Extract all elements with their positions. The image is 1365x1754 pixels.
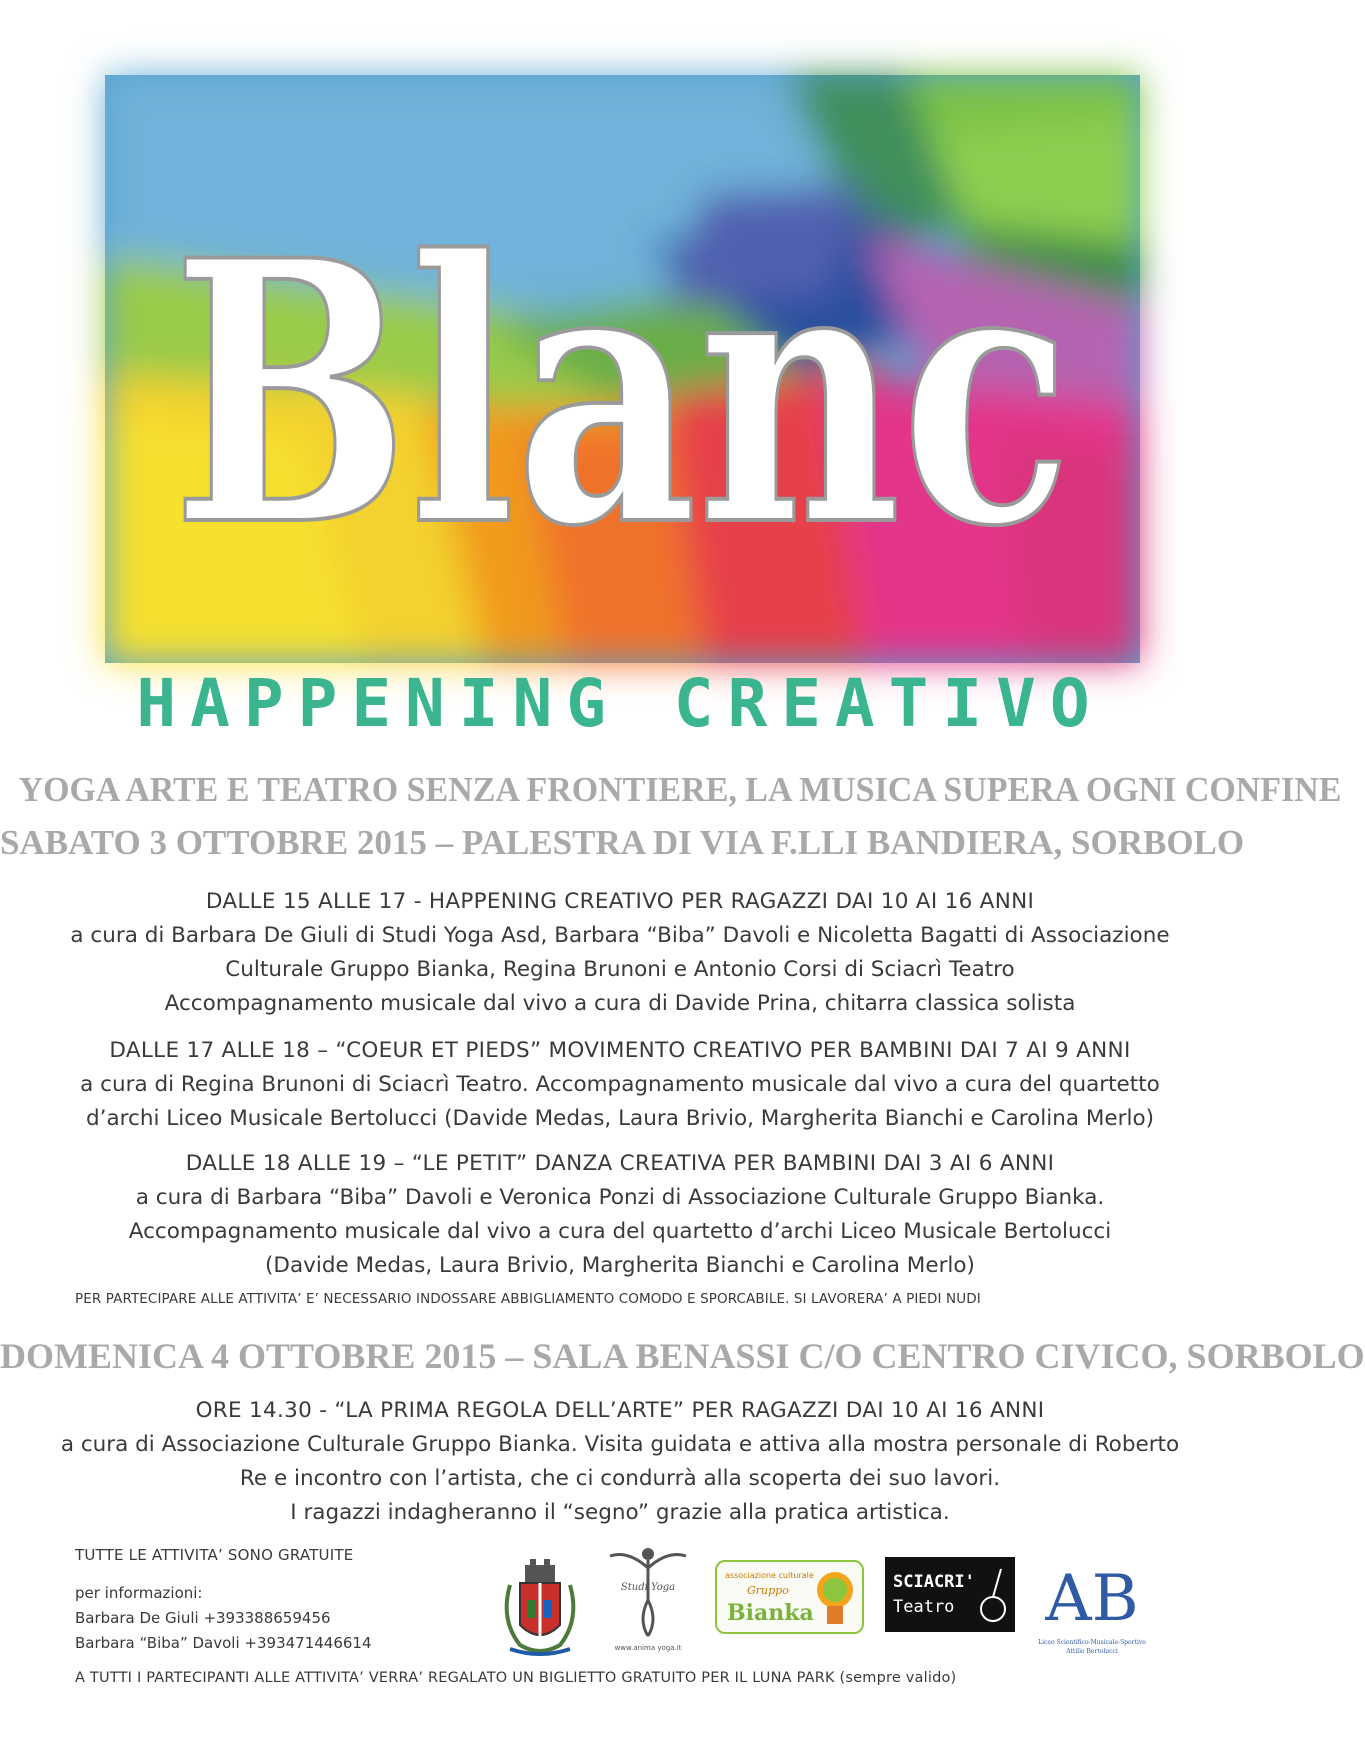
participation-note: PER PARTECIPARE ALLE ATTIVITA’ E’ NECESSARIO INDOSSARE ABBIGLIAMENTO COMODO E SPORCABILE. SI LAVORERA’ A PIEDI NUDI bbox=[75, 1291, 981, 1307]
activity-line: Culturale Gruppo Bianka, Regina Brunoni e Antonio Corsi di Sciacrì Teatro bbox=[225, 957, 1015, 982]
liceo-bertolucci-logo bbox=[1038, 1540, 1146, 1665]
activity-line: a cura di Associazione Culturale Gruppo Bianka. Visita guidata e attiva alla mostra personale di Roberto bbox=[60, 1432, 1180, 1457]
activity-line: d’archi Liceo Musicale Bertolucci (Davide Medas, Laura Brivio, Margherita Bianchi e Carolina Merlo) bbox=[85, 1106, 1154, 1131]
activity-line: Accompagnamento musicale dal vivo a cura di Davide Prina, chitarra classica solista bbox=[164, 991, 1076, 1016]
activity-line: a cura di Barbara “Biba” Davoli e Veronica Ponzi di Associazione Culturale Gruppo Bianka. bbox=[135, 1185, 1105, 1210]
luna-park-note: A TUTTI I PARTECIPANTI ALLE ATTIVITA’ VERRA’ REGALATO UN BIGLIETTO GRATUITO PER IL LUNA PARK (sempre valido) bbox=[75, 1670, 957, 1686]
sciacri-line2: Teatro bbox=[893, 1597, 955, 1617]
activity-block bbox=[0, 1034, 1240, 1136]
ab-icon bbox=[1038, 1540, 1146, 1665]
sciacri-teatro-logo bbox=[885, 1557, 1015, 1632]
bianka-icon bbox=[717, 1562, 862, 1632]
tagline: YOGA ARTE E TEATRO SENZA FRONTIERE, LA MUSICA SUPERA OGNI CONFINE bbox=[18, 770, 1342, 809]
hero-image bbox=[105, 75, 1140, 663]
activity-line: Re e incontro con l’artista, che ci condurrà alla scoperta dei suo lavori. bbox=[239, 1466, 1001, 1491]
free-activities-note: TUTTE LE ATTIVITA’ SONO GRATUITE bbox=[75, 1546, 354, 1564]
activity-line: I ragazzi indagheranno il “segno” grazie alla pratica artistica. bbox=[290, 1500, 950, 1525]
activity-heading: DALLE 17 ALLE 18 – “COEUR ET PIEDS” MOVIMENTO CREATIVO PER BAMBINI DAI 7 AI 9 ANNI bbox=[109, 1038, 1131, 1063]
title-blanc: Blanc bbox=[172, 182, 1072, 605]
yoga-figure-icon bbox=[598, 1540, 698, 1655]
sciacri-line1: SCIACRI' bbox=[893, 1572, 975, 1592]
activity-block bbox=[0, 1394, 1240, 1530]
sciacri-icon bbox=[885, 1557, 1015, 1632]
activity-heading: ORE 14.30 - “LA PRIMA REGOLA DELL’ARTE” PER RAGAZZI DAI 10 AI 16 ANNI bbox=[195, 1398, 1045, 1423]
gruppo-bianka-logo bbox=[715, 1560, 864, 1634]
activity-line: (Davide Medas, Laura Brivio, Margherita Bianchi e Carolina Merlo) bbox=[265, 1253, 975, 1278]
activity-line: a cura di Regina Brunoni di Sciacrì Teatro. Accompagnamento musicale dal vivo a cura del quartetto bbox=[80, 1072, 1160, 1097]
day2-heading: DOMENICA 4 OTTOBRE 2015 – SALA BENASSI C/O CENTRO CIVICO, SORBOLO bbox=[0, 1336, 1365, 1376]
contact-phone: Barbara De Giuli +393388659456 bbox=[75, 1609, 331, 1627]
studi-yoga-logo bbox=[598, 1540, 698, 1655]
day1-heading: SABATO 3 OTTOBRE 2015 – PALESTRA DI VIA F.LLI BANDIERA, SORBOLO bbox=[0, 823, 1245, 862]
contact-phone: Barbara “Biba” Davoli +393471446614 bbox=[75, 1634, 372, 1652]
crest-icon bbox=[490, 1545, 590, 1660]
bianka-name-text: Bianka bbox=[727, 1600, 814, 1626]
activity-line: Accompagnamento musicale dal vivo a cura del quartetto d’archi Liceo Musicale Bertolucci bbox=[128, 1219, 1112, 1244]
subtitle-happening-creativo: HAPPENING CREATIVO bbox=[136, 665, 1104, 742]
activity-block bbox=[0, 885, 1240, 1021]
activity-line: a cura di Barbara De Giuli di Studi Yoga Asd, Barbara “Biba” Davoli e Nicoletta Bagatti di Associazione bbox=[70, 923, 1170, 948]
ab-letters: AB bbox=[1045, 1562, 1139, 1636]
watercolor-background bbox=[105, 75, 1140, 663]
ab-caption: Attilio Bertolucci bbox=[1066, 1648, 1118, 1655]
bianka-small-text: associazione culturale bbox=[725, 1571, 814, 1580]
info-label: per informazioni: bbox=[75, 1584, 203, 1602]
activity-heading: DALLE 15 ALLE 17 - HAPPENING CREATIVO PER RAGAZZI DAI 10 AI 16 ANNI bbox=[205, 889, 1035, 914]
yoga-logo-text: Studi Yoga bbox=[620, 1582, 676, 1593]
activity-heading: DALLE 18 ALLE 19 – “LE PETIT” DANZA CREATIVA PER BAMBINI DAI 3 AI 6 ANNI bbox=[185, 1151, 1055, 1176]
municipality-crest-logo bbox=[490, 1545, 590, 1660]
bianka-group-text: Gruppo bbox=[747, 1584, 789, 1597]
activity-block bbox=[0, 1147, 1240, 1283]
yoga-logo-url: www.anima yoga.it bbox=[614, 1644, 682, 1652]
ab-caption: Liceo Scientifico-Musicale-Sportivo bbox=[1038, 1639, 1146, 1646]
